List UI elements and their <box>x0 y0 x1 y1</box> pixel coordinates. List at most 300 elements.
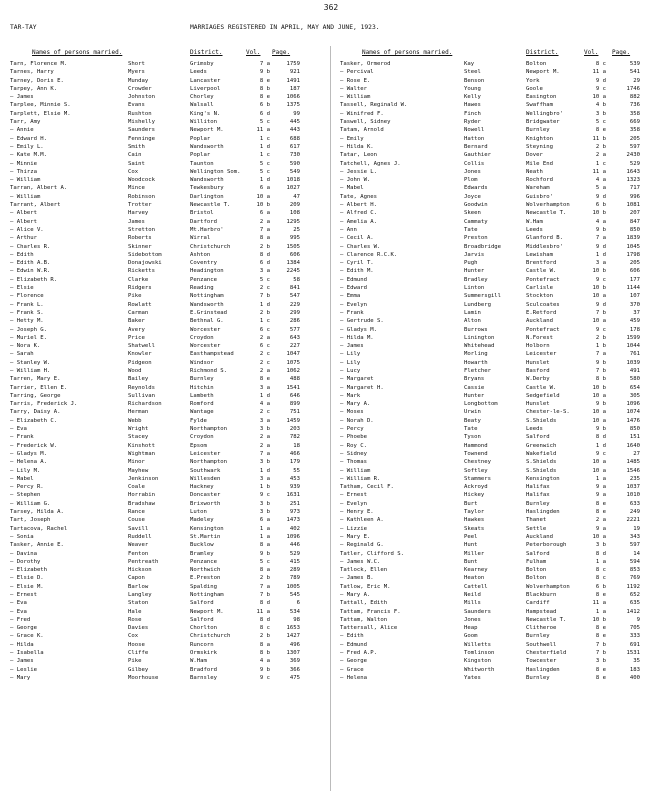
entry-volume: 2 a <box>259 218 270 225</box>
entry-volume: 6 a <box>259 517 270 524</box>
entry-district: Wandsworth <box>190 301 224 308</box>
entry-name: — John W. <box>340 177 371 184</box>
entry-name: — Minnie <box>10 160 37 167</box>
entry-name: Tatham, Cecil F. <box>340 484 394 491</box>
entry-name: — Gladys M. <box>340 326 378 333</box>
entry-volume: 7 a <box>259 583 270 590</box>
entry-district: Croydon <box>190 434 214 441</box>
register-entry <box>340 674 658 682</box>
register-entry <box>10 666 328 674</box>
entry-page: 580 <box>629 376 640 383</box>
register-entry <box>340 326 658 334</box>
entry-page: 249 <box>629 509 640 516</box>
entry-spouse-surname: Hawes <box>464 102 481 109</box>
entry-spouse-surname: Rushton <box>128 110 152 117</box>
register-entry <box>10 309 328 317</box>
entry-volume: 7 b <box>259 293 270 300</box>
entry-volume: 8 a <box>259 235 270 242</box>
entry-page: 899 <box>289 401 300 408</box>
register-entry <box>340 126 658 134</box>
entry-district: Haslingden <box>526 509 560 516</box>
entry-district: Southwark <box>190 467 221 474</box>
entry-spouse-surname: Hunter <box>464 392 485 399</box>
entry-spouse-surname: Longbottom <box>464 401 498 408</box>
entry-name: — Fred A.P. <box>340 650 378 657</box>
entry-page: 1018 <box>286 177 300 184</box>
entry-name: — Helena A. <box>10 459 48 466</box>
entry-page: 37 <box>633 309 640 316</box>
entry-page: 617 <box>289 143 300 150</box>
entry-page: 539 <box>629 61 640 67</box>
entry-page: 305 <box>629 392 640 399</box>
entry-spouse-surname: Capon <box>128 575 145 582</box>
entry-volume: 9 b <box>259 69 270 76</box>
entry-page: 18 <box>293 442 300 449</box>
entry-name: Tarplee, Minnie S. <box>10 102 71 109</box>
page-header: Page. <box>612 49 631 56</box>
entry-name: — Reginald G. <box>340 542 384 549</box>
names-header: Names of persons married. <box>32 49 123 56</box>
register-entry <box>10 408 328 416</box>
register-entry <box>10 641 328 649</box>
entry-spouse-surname: Myers <box>128 69 145 76</box>
entry-page: 882 <box>629 94 640 101</box>
entry-page: 1074 <box>626 409 640 416</box>
entry-name: — Muriel E. <box>10 334 48 341</box>
register-entry <box>10 550 328 558</box>
entry-spouse-surname: Skeen <box>464 210 481 217</box>
register-entry <box>340 624 658 632</box>
entry-page: 577 <box>289 326 300 333</box>
entry-volume: 2 b <box>259 575 270 582</box>
register-entry <box>340 541 658 549</box>
entry-volume: 9 d <box>595 243 606 250</box>
entry-district: Burnley <box>526 674 550 681</box>
entry-name: Tartacova, Rachel <box>10 525 68 532</box>
entry-district: Newcastle T. <box>526 616 567 623</box>
register-entry <box>10 616 328 624</box>
entry-name: — Thirza <box>10 168 37 175</box>
entry-name: Tarpey, Ann K. <box>10 85 58 92</box>
entry-district: Christchurch <box>190 243 231 250</box>
entry-volume: 2 a <box>259 367 270 374</box>
entry-name: Tarrant, Albert <box>10 202 61 209</box>
register-entry <box>340 251 658 259</box>
entry-spouse-surname: Smith <box>128 143 145 150</box>
entry-volume: 7 a <box>259 61 270 67</box>
entry-district: Swaffham <box>526 102 553 109</box>
entry-district: Goole <box>526 85 543 92</box>
entry-page: 847 <box>629 218 640 225</box>
entry-district: Bolton <box>526 61 547 67</box>
register-entry <box>340 408 658 416</box>
entry-volume: 2 c <box>259 409 270 416</box>
entry-page: 1081 <box>626 202 640 209</box>
entry-page: 27 <box>633 450 640 457</box>
entry-spouse-surname: Munday <box>128 77 149 84</box>
entry-name: — Norah D. <box>340 417 374 424</box>
entry-district: Nottingham <box>190 592 224 598</box>
entry-page: 761 <box>629 351 640 358</box>
entry-volume: 8 e <box>259 77 270 84</box>
entry-volume: 2 b <box>259 633 270 640</box>
entry-volume: 8 c <box>595 575 606 582</box>
entry-name: — Albert H. <box>340 202 378 209</box>
entry-name: Tarris, Frederick J. <box>10 401 78 408</box>
register-entry <box>340 616 658 624</box>
entry-volume: 2 a <box>259 434 270 441</box>
entry-name: Tarnes, Harry <box>10 69 54 76</box>
entry-page: 549 <box>289 168 300 175</box>
register-entry <box>10 384 328 392</box>
entry-spouse-surname: Hatton <box>464 135 485 142</box>
entry-volume: 10 b <box>592 384 606 391</box>
entry-volume: 8 e <box>595 127 606 134</box>
entry-name: — Frederick W. <box>10 442 58 449</box>
register-entry <box>10 68 328 76</box>
entry-name: — Edward H. <box>10 135 48 142</box>
entry-spouse-surname: Webb <box>128 417 142 424</box>
entry-page: 730 <box>289 152 300 159</box>
entry-name: — Eva <box>10 600 27 607</box>
entry-spouse-surname: Tate <box>464 226 478 233</box>
entry-name: — Joseph G. <box>10 326 48 333</box>
entry-spouse-surname: Pike <box>128 658 142 665</box>
entry-volume: 11 a <box>592 168 606 175</box>
entry-district: Halifax <box>526 492 550 499</box>
entry-name: — Sonia <box>10 533 34 540</box>
entry-name: — Gertrude S. <box>340 318 384 325</box>
entry-spouse-surname: Fenninge <box>128 135 155 142</box>
register-entry <box>10 359 328 367</box>
entry-spouse-surname: Gilbey <box>128 666 149 673</box>
entry-page: 545 <box>289 592 300 598</box>
entry-name: — Walter <box>340 85 367 92</box>
entry-spouse-surname: Stammers <box>464 475 491 482</box>
entry-page: 633 <box>629 500 640 507</box>
entry-spouse-surname: Jones <box>464 168 481 175</box>
entry-name: Tarring, George <box>10 392 61 399</box>
entry-name: — William <box>340 467 371 474</box>
entry-page: 1640 <box>626 442 640 449</box>
entry-district: Burnley <box>526 633 550 640</box>
entry-spouse-surname: Gauthier <box>464 152 491 159</box>
entry-district: Wareham <box>526 185 550 192</box>
entry-spouse-surname: Shatwell <box>128 343 155 350</box>
register-entry <box>10 284 328 292</box>
left-register-column <box>10 60 328 682</box>
entry-page: 2430 <box>626 152 640 159</box>
entry-page: 529 <box>629 160 640 167</box>
entry-district: Lewisham <box>526 251 553 258</box>
entry-district: Leeds <box>190 69 207 76</box>
entry-spouse-surname: Linington <box>464 334 495 341</box>
entry-name: Tarry, Daisy A. <box>10 409 61 416</box>
entry-spouse-surname: Mills <box>464 600 481 607</box>
entry-page: 1375 <box>286 102 300 109</box>
entry-spouse-surname: Short <box>128 61 145 67</box>
entry-name: — Edith <box>340 633 364 640</box>
entry-name: — Elsie D. <box>10 575 44 582</box>
entry-volume: 9 c <box>595 326 606 333</box>
entry-volume: 10 b <box>592 268 606 275</box>
entry-volume: 1 d <box>259 467 270 474</box>
entry-page: 183 <box>629 666 640 673</box>
entry-volume: 10 b <box>256 202 270 209</box>
entry-volume: 6 a <box>259 185 270 192</box>
entry-page: 635 <box>629 600 640 607</box>
entry-volume: 1 b <box>259 484 270 491</box>
entry-district: Hitchin <box>190 384 214 391</box>
entry-volume: 3 b <box>595 542 606 549</box>
entry-page: 1476 <box>626 417 640 424</box>
entry-name: — George <box>10 625 37 632</box>
entry-page: 1631 <box>286 492 300 499</box>
entry-district: Neath <box>526 168 543 175</box>
entry-page: 343 <box>629 533 640 540</box>
entry-name: — William <box>10 177 41 184</box>
entry-page: 654 <box>629 384 640 391</box>
entry-name: — Amelia A. <box>340 218 378 225</box>
entry-name: Tasker, Annie E. <box>10 542 64 549</box>
register-entry <box>340 508 658 516</box>
register-entry <box>10 624 328 632</box>
entry-spouse-surname: Pentreath <box>128 558 159 565</box>
entry-name: — Edmund <box>340 641 367 648</box>
entry-page: 646 <box>289 392 300 399</box>
entry-spouse-surname: Savill <box>128 525 149 532</box>
entry-spouse-surname: Whitworth <box>464 666 495 673</box>
entry-name: — Elsie <box>10 285 34 292</box>
entry-district: Lancaster <box>190 77 221 84</box>
entry-name: — Alfred C. <box>340 210 378 217</box>
entry-volume: 9 b <box>595 401 606 408</box>
entry-page: 590 <box>289 160 300 167</box>
register-entry <box>10 234 328 242</box>
entry-volume: 8 a <box>259 641 270 648</box>
entry-district: Mt.Harbro' <box>190 226 224 233</box>
entry-district: Bristol <box>190 210 214 217</box>
entry-district: Newcastle T. <box>190 202 231 209</box>
register-entry <box>340 641 658 649</box>
register-entry <box>10 184 328 192</box>
entry-volume: 9 c <box>259 674 270 681</box>
entry-page: 1541 <box>286 384 300 391</box>
entry-page: 1412 <box>626 608 640 615</box>
entry-page: 691 <box>629 641 640 648</box>
entry-district: Middlesbro' <box>526 243 564 250</box>
entry-name: — Hilda M. <box>340 334 374 341</box>
entry-volume: 11 a <box>256 608 270 615</box>
entry-spouse-surname: Pugh <box>464 260 478 267</box>
entry-page: 1075 <box>286 359 300 366</box>
entry-volume: 6 c <box>259 343 270 350</box>
register-entry <box>340 68 658 76</box>
entry-page: 369 <box>289 658 300 665</box>
register-entry <box>10 218 328 226</box>
entry-spouse-surname: Langley <box>128 592 152 598</box>
entry-volume: 9 b <box>259 550 270 557</box>
entry-district: Epsom <box>190 442 207 449</box>
entry-district: N.Forest <box>526 334 553 341</box>
entry-volume: 8 e <box>259 376 270 383</box>
entry-name: — William R. <box>340 475 381 482</box>
entry-page: 47 <box>293 193 300 200</box>
entry-page: 1505 <box>286 243 300 250</box>
entry-volume: 10 a <box>592 417 606 424</box>
register-entry <box>10 350 328 358</box>
entry-name: — Lizzie <box>340 525 367 532</box>
entry-volume: 1 a <box>259 533 270 540</box>
entry-district: E.Retford <box>526 309 557 316</box>
entry-page: 55 <box>293 467 300 474</box>
entry-district: Burnley <box>526 500 550 507</box>
entry-spouse-surname: Broadbridge <box>464 243 502 250</box>
entry-district: Poplar <box>190 135 211 142</box>
entry-spouse-surname: Collis <box>464 160 485 167</box>
register-entry <box>10 574 328 582</box>
entry-volume: 10 a <box>256 193 270 200</box>
entry-page: 1323 <box>626 177 640 184</box>
register-entry <box>10 500 328 508</box>
register-entry <box>10 126 328 134</box>
entry-spouse-surname: Rose <box>128 616 142 623</box>
entry-volume: 3 a <box>259 268 270 275</box>
entry-spouse-surname: Bernard <box>464 143 488 150</box>
entry-name: — Stanley W. <box>10 359 51 366</box>
entry-volume: 4 a <box>595 177 606 184</box>
entry-spouse-surname: Heap <box>464 625 478 632</box>
register-entry <box>10 259 328 267</box>
register-entry <box>10 483 328 491</box>
entry-page: 1039 <box>626 359 640 366</box>
entry-spouse-surname: Cattell <box>464 583 488 590</box>
entry-page: 769 <box>629 575 640 582</box>
register-entry <box>10 326 328 334</box>
register-entry <box>340 467 658 475</box>
entry-volume: 2 b <box>595 334 606 341</box>
register-entry <box>10 118 328 126</box>
entry-volume: 9 a <box>595 525 606 532</box>
entry-volume: 7 b <box>595 367 606 374</box>
entry-page: 58 <box>293 276 300 283</box>
entry-spouse-surname: Crowder <box>128 85 152 92</box>
entry-district: Wolverhampton <box>526 583 570 590</box>
running-head-title: MARRIAGES REGISTERED IN APRIL, MAY AND JUNE, 1923. <box>190 24 380 31</box>
entry-volume: 2 b <box>259 309 270 316</box>
entry-district: Bucklow <box>190 542 214 549</box>
entry-volume: 3 b <box>595 658 606 665</box>
entry-name: — Lily <box>340 351 361 358</box>
register-entry <box>340 93 658 101</box>
entry-district: Hackney <box>190 484 214 491</box>
register-entry <box>10 599 328 607</box>
entry-volume: 7 b <box>595 650 606 657</box>
entry-district: Wolverhampton <box>526 202 570 209</box>
entry-spouse-surname: Coale <box>128 484 145 491</box>
entry-district: Leeds <box>526 226 543 233</box>
register-entry <box>10 417 328 425</box>
entry-name: — Edith A.B. <box>10 260 51 267</box>
column-divider <box>330 46 331 791</box>
entry-name: — Leslie <box>10 666 37 673</box>
entry-district: Willesden <box>190 475 221 482</box>
entry-spouse-surname: Bailey <box>128 376 149 383</box>
register-entry <box>10 251 328 259</box>
entry-district: Wantage <box>190 409 214 416</box>
entry-spouse-surname: Yates <box>464 674 481 681</box>
register-entry <box>340 60 658 68</box>
entry-name: — Evelyn <box>340 301 367 308</box>
vol-header: Vol. <box>584 49 599 56</box>
register-entry <box>10 558 328 566</box>
entry-volume: 2 c <box>259 359 270 366</box>
entry-spouse-surname: Stacey <box>128 434 149 441</box>
register-entry <box>10 608 328 616</box>
entry-page: 921 <box>289 69 300 76</box>
register-entry <box>340 110 658 118</box>
entry-spouse-surname: Fenton <box>128 550 149 557</box>
entry-district: Christchurch <box>190 633 231 640</box>
entry-volume: 3 a <box>259 475 270 482</box>
entry-spouse-surname: Mince <box>128 185 145 192</box>
entry-volume: 1 a <box>595 475 606 482</box>
page-header: Page. <box>272 49 291 56</box>
entry-volume: 9 a <box>595 492 606 499</box>
register-entry <box>340 525 658 533</box>
entry-volume: 8 d <box>595 434 606 441</box>
entry-volume: 8 b <box>259 85 270 92</box>
register-entry <box>10 541 328 549</box>
entry-spouse-surname: Hawkes <box>464 517 485 524</box>
register-entry <box>340 234 658 242</box>
entry-volume: 3 a <box>259 384 270 391</box>
entry-name: — Lily M. <box>10 467 41 474</box>
register-entry <box>340 516 658 524</box>
entry-district: Salford <box>190 616 214 623</box>
entry-spouse-surname: Wood <box>128 367 142 374</box>
entry-spouse-surname: Benson <box>464 77 485 84</box>
entry-page: 1643 <box>626 168 640 175</box>
entry-spouse-surname: Saint <box>128 160 145 167</box>
register-entry <box>10 450 328 458</box>
entry-name: — James B. <box>340 575 374 582</box>
entry-spouse-surname: Bryans <box>464 376 485 383</box>
entry-page: 99 <box>293 110 300 117</box>
register-entry <box>340 384 658 392</box>
entry-spouse-surname: Ackroyd <box>464 484 488 491</box>
entry-name: — Elsie M. <box>10 583 44 590</box>
entry-page: 209 <box>289 202 300 209</box>
register-entry <box>10 77 328 85</box>
entry-page: 643 <box>289 334 300 341</box>
entry-volume: 9 b <box>595 359 606 366</box>
entry-page: 705 <box>629 625 640 632</box>
register-entry <box>340 143 658 151</box>
entry-spouse-surname: Kinshott <box>128 442 155 449</box>
entry-volume: 8 b <box>595 376 606 383</box>
entry-spouse-surname: Bunt <box>464 558 478 565</box>
entry-volume: 5 c <box>595 119 606 126</box>
register-entry <box>10 85 328 93</box>
entry-district: Penzance <box>190 276 217 283</box>
register-entry <box>10 168 328 176</box>
entry-district: Guisbro' <box>526 193 553 200</box>
entry-volume: 8 d <box>259 600 270 607</box>
entry-volume: 4 a <box>259 401 270 408</box>
register-entry <box>340 433 658 441</box>
entry-spouse-surname: Tomlinson <box>464 650 495 657</box>
